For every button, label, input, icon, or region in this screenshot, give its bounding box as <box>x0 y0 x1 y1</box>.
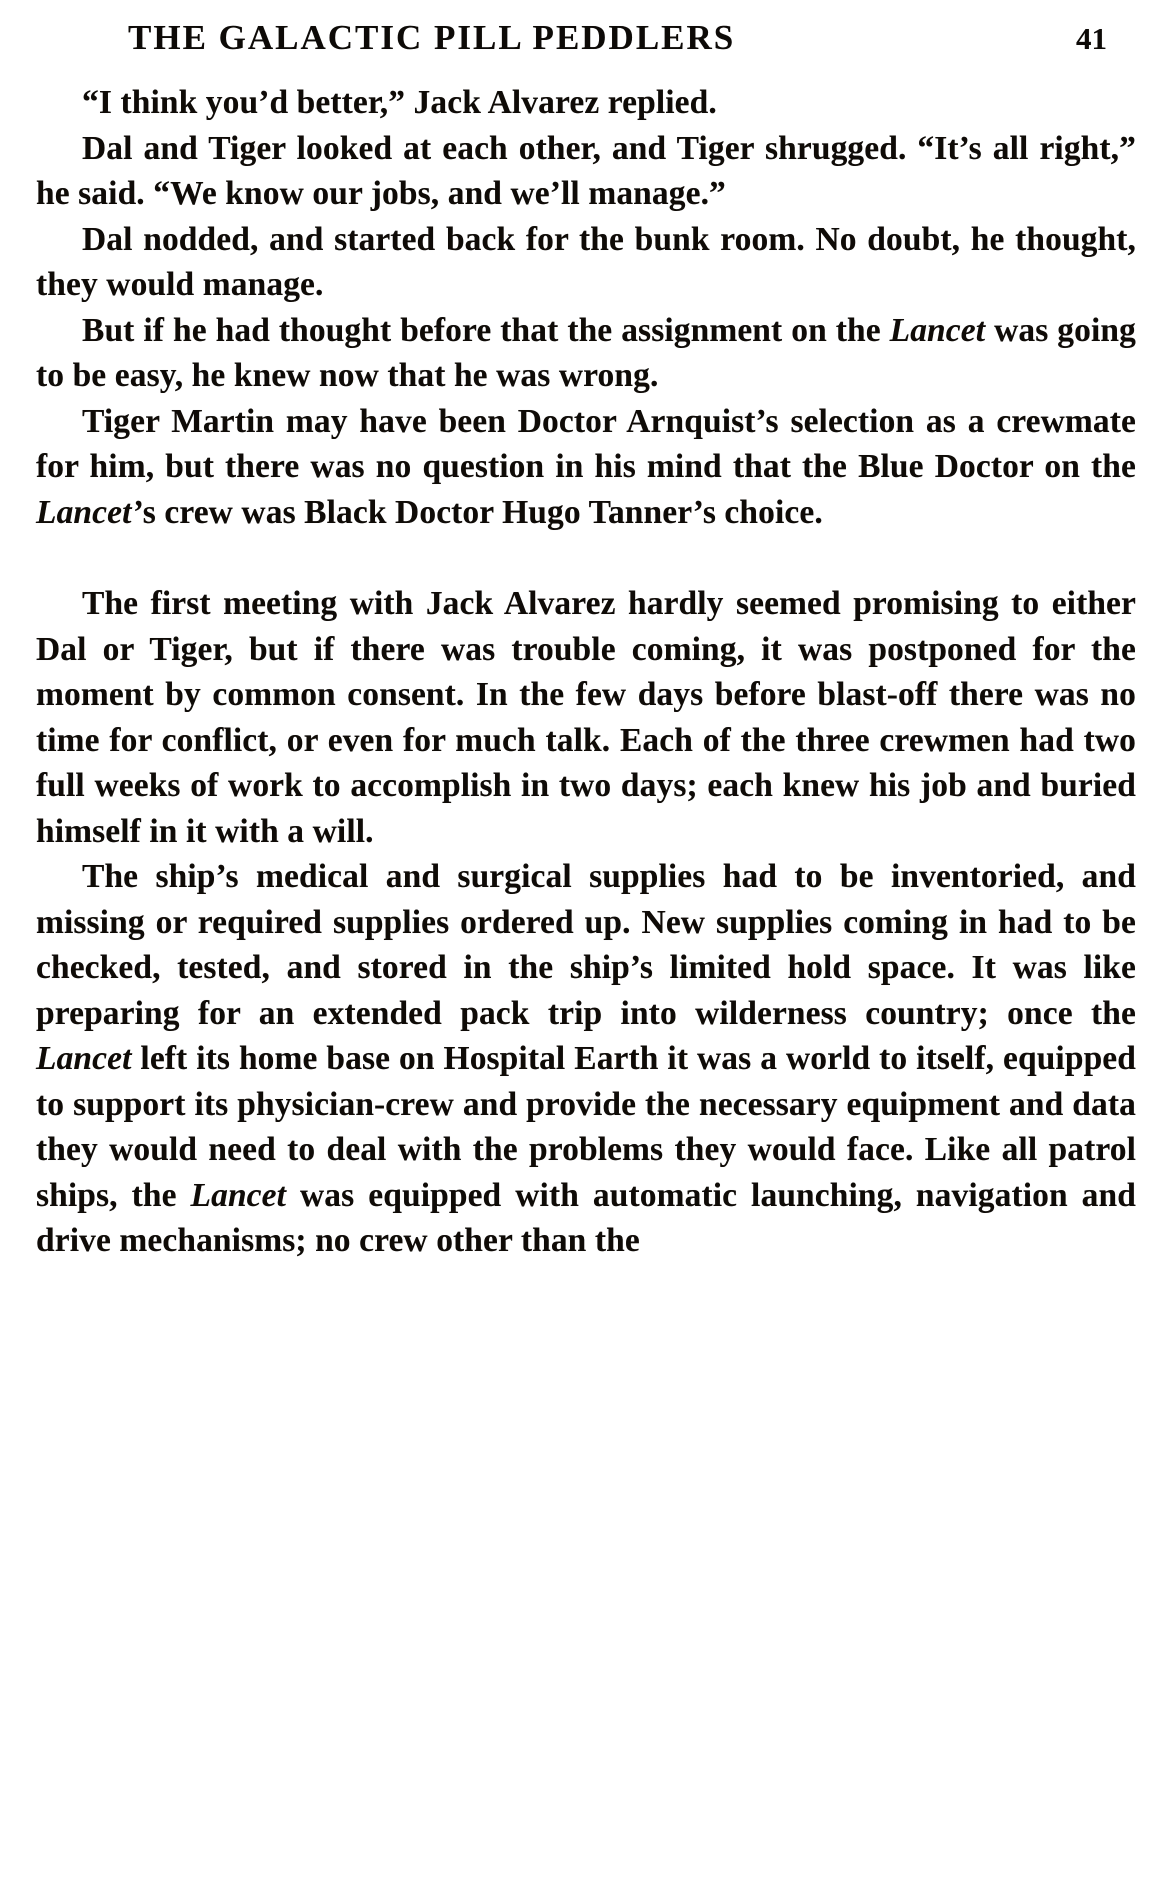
italic-title: Lancet’ <box>36 493 143 531</box>
text-run: Dal and Tiger looked at each other, and Tiger shrugged. “It’s all right,” he said. “We know our jobs, and we’ll manage.” <box>36 129 1136 212</box>
body-paragraph <box>36 126 1136 217</box>
text-run: was going to be easy, he knew now that he was wrong. <box>36 311 1136 394</box>
running-head <box>128 18 1107 74</box>
body-paragraph <box>36 80 1136 126</box>
text-run: s crew was Black Doctor Hugo Tanner’s choice. <box>142 493 823 531</box>
paragraph-spacer <box>36 535 1136 581</box>
text-run: Tiger Martin may have been Doctor Arnquist’s selection as a crewmate for him, but there was no question in his mind that the Blue Doctor on the <box>36 402 1136 485</box>
italic-title: Lancet <box>190 1176 287 1214</box>
body-paragraph <box>36 399 1136 536</box>
text-run: But if he had thought before that the assignment on the <box>82 311 890 349</box>
text-run: left its home base on Hospital Earth it was a world to itself, equipped to support its physician-crew and provide the necessary equipment and data they would need to deal with the problems they would face. Like all patrol ships, the <box>36 1040 1136 1214</box>
italic-title: Lancet <box>36 1040 132 1077</box>
body-paragraph <box>36 854 1136 1264</box>
body-paragraph <box>36 581 1136 854</box>
body-paragraph <box>36 217 1136 308</box>
text-run: The ship’s medical and surgical supplies had to be inventoried, and missing or required supplies ordered up. New supplies coming in had to be checked, tested, and stored in the ship’s limited hold space. It was like preparing for an extended pack trip into wilderness country; once the <box>36 858 1136 1032</box>
running-head-title: THE GALACTIC PILL PEDDLERS <box>128 18 736 57</box>
text-run: was equipped with automatic launching, navigation and drive mechanisms; no crew other than the <box>36 1176 1136 1259</box>
page-number: 41 <box>1076 21 1107 56</box>
text-run: Dal nodded, and started back for the bunk room. No doubt, he thought, they would manage. <box>36 220 1136 303</box>
text-run: “I think you’d better,” Jack Alvarez replied. <box>82 84 717 121</box>
body-paragraph <box>36 308 1136 399</box>
text-run: The first meeting with Jack Alvarez hardly seemed promising to either Dal or Tiger, but if there was trouble coming, it was postponed for the moment by common consent. In the few days before blast-off there was no time for conflict, or even for much talk. Each of the three crewmen had two full weeks of work to accomplish in two days; each knew his job and buried himself in it with a will. <box>36 585 1136 850</box>
italic-title: Lancet <box>889 311 986 349</box>
body-text-column <box>36 80 1136 1264</box>
